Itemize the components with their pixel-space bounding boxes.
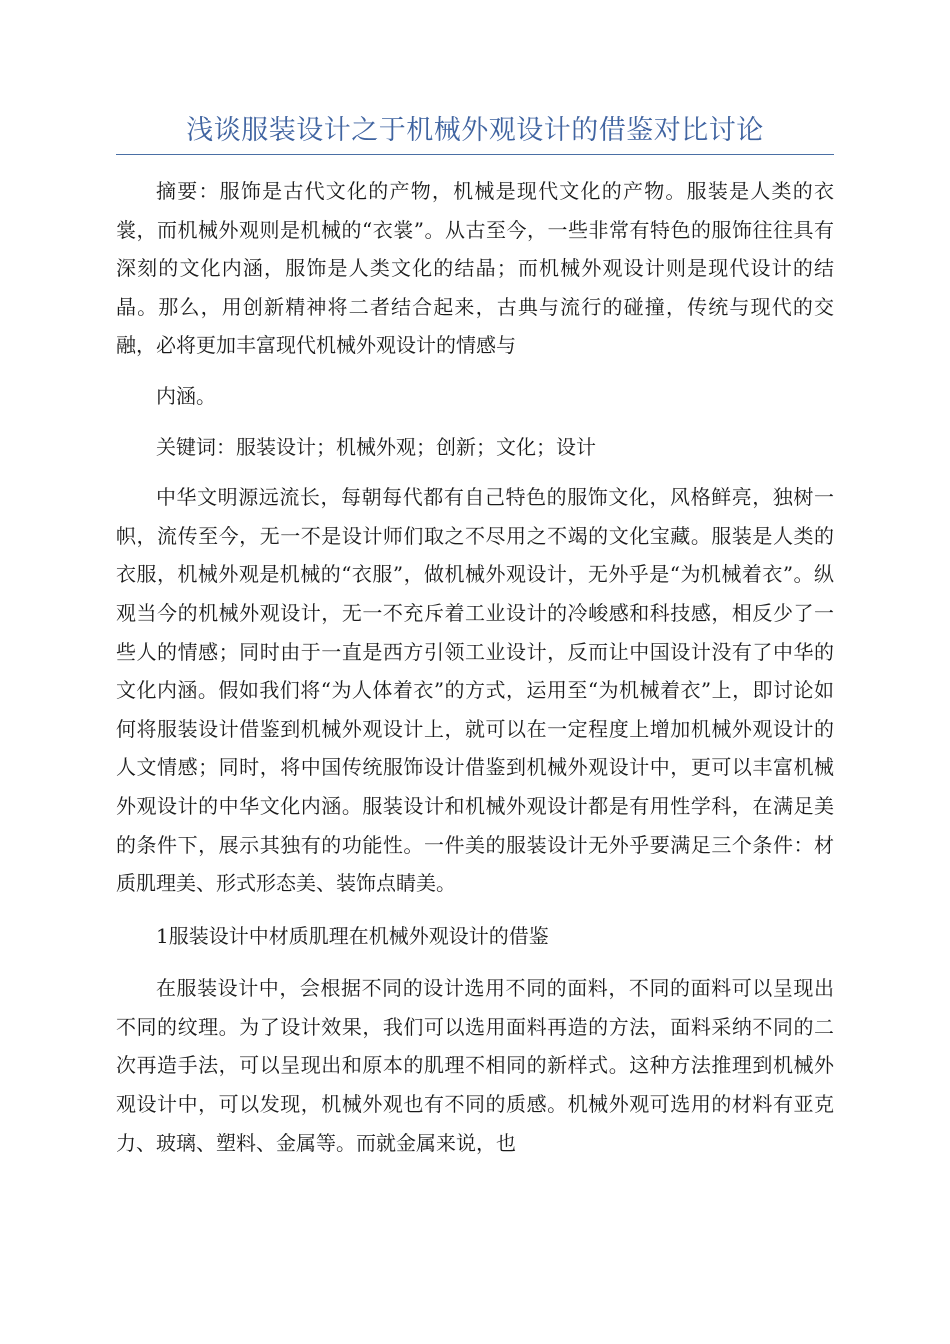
title-block xyxy=(116,112,834,155)
section-paragraph: 在服装设计中，会根据不同的设计选用不同的面料，不同的面料可以呈现出不同的纹理。为了设计效果，我们可以选用面料再造的方法，面料采纳不同的二次再造手法，可以呈现出和原本的肌理不相同的新样式。这种方法推理到机械外观设计中，可以发现，机械外观也有不同的质感。机械外观可选用的材料有亚克力、玻璃、塑料、金属等。而就金属来说，也 xyxy=(116,976,834,1155)
keywords-line: 关键词：服装设计；机械外观；创新；文化；设计 xyxy=(156,434,596,459)
intro-paragraph: 中华文明源远流长，每朝每代都有自己特色的服饰文化，风格鲜亮，独树一帜，流传至今，无一不是设计师们取之不尽用之不竭的文化宝藏。服装是人类的衣服，机械外观是机械的“衣服”，做机械外观设计，无外乎是“为机械着衣”。纵观当今的机械外观设计，无一不充斥着工业设计的冷峻感和科技感，相反少了一些人的情感；同时由于一直是西方引领工业设计，反而让中国设计没有了中华的文化内涵。假如我们将“为人体着衣”的方式，运用至“为机械着衣”上，即讨论如何将服装设计借鉴到机械外观设计上，就可以在一定程度上增加机械外观设计的人文情感；同时，将中国传统服饰设计借鉴到机械外观设计中，更可以丰富机械外观设计的中华文化内涵。服装设计和机械外观设计都是有用性学科，在满足美的条件下，展示其独有的功能性。一件美的服装设计无外乎要满足三个条件：材质肌理美、形式形态美、装饰点睛美。 xyxy=(116,485,834,896)
document-body xyxy=(116,172,834,1162)
abstract-paragraph: 摘要：服饰是古代文化的产物，机械是现代文化的产物。服装是人类的衣裳，而机械外观则是机械的“衣裳”。从古至今，一些非常有特色的服饰往往具有深刻的文化内涵，服饰是人类文化的结晶；而机械外观设计则是现代设计的结晶。那么，用创新精神将二者结合起来，古典与流行的碰撞，传统与现代的交融，必将更加丰富现代机械外观设计的情感与 xyxy=(116,179,834,358)
section-heading: 1服装设计中材质肌理在机械外观设计的借鉴 xyxy=(156,923,549,948)
abstract-tail: 内涵。 xyxy=(156,383,216,408)
page-title: 浅谈服装设计之于机械外观设计的借鉴对比讨论 xyxy=(186,115,764,146)
